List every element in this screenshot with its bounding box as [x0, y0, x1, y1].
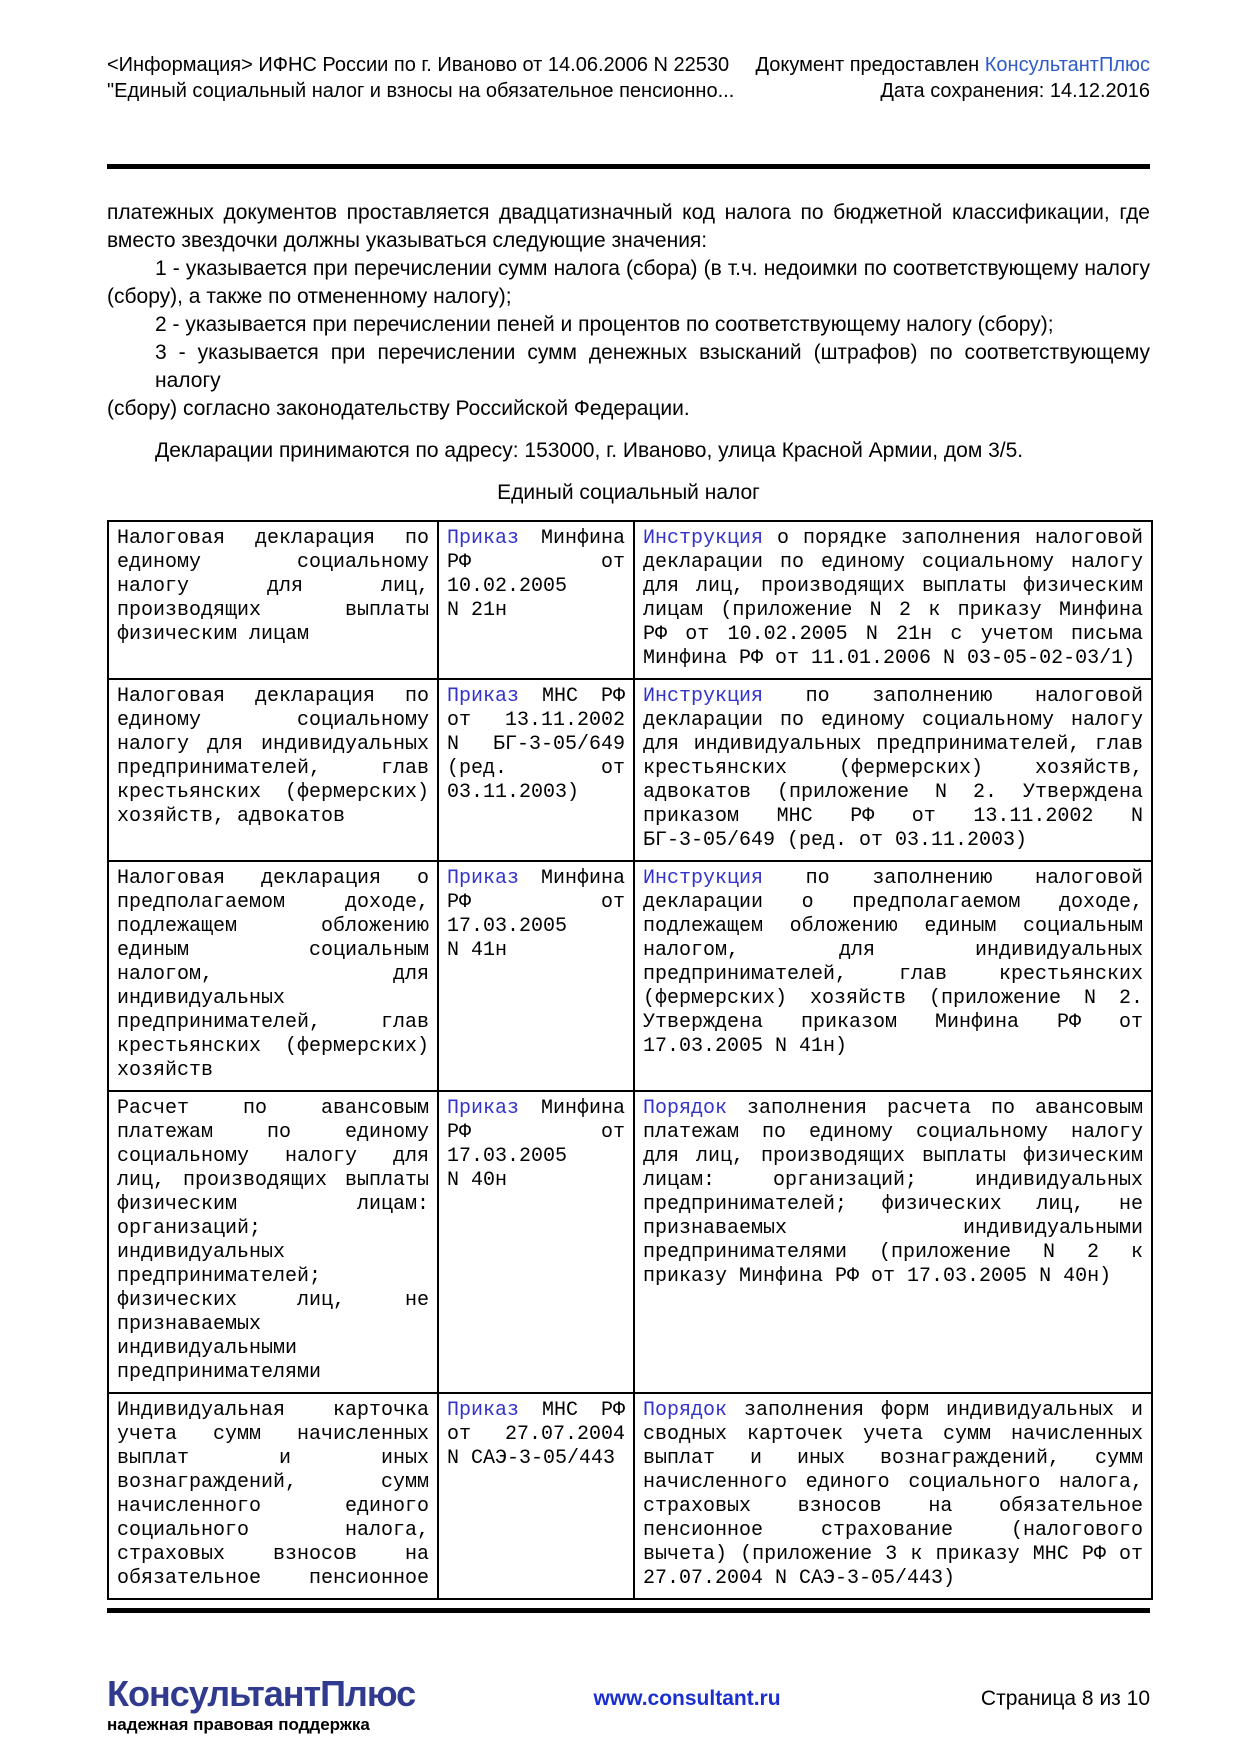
text-line: Декларации принимаются по адресу: 153000, г. Иваново, улица Красной Армии, дом 3/5. [155, 439, 1024, 462]
cell-line: платежам по единому социальному налогу [643, 1121, 1143, 1144]
prikaz-link[interactable]: Приказ [447, 1399, 520, 1422]
text-line: 1 - указывается при перечислении сумм налога (сбора) (в т.ч. недоимки по соответствующему налогу [155, 257, 1150, 280]
text-line: 3 - указывается при перечислении сумм денежных взысканий (штрафов) по соответствующему налогу [155, 341, 1150, 392]
paragraph [107, 339, 1150, 423]
brand-tagline: надежная правовая поддержка [107, 1715, 370, 1734]
cell-line: Приказ Минфина [447, 867, 625, 890]
instrukciya-link[interactable]: Инструкция [643, 527, 764, 550]
cell-line: N 41н [447, 939, 508, 962]
cell-line: лицам (приложение N 2 к приказу Минфина [643, 599, 1143, 622]
cell-line: физических лиц, не [117, 1289, 429, 1312]
cell-line: 17.03.2005 [447, 915, 568, 938]
cell-line: лицам: организаций; индивидуальных [643, 1169, 1143, 1192]
cell-line: производящих выплаты [117, 599, 429, 622]
cell-line: социальному налогу для [117, 1145, 429, 1168]
cell-line: Налоговая декларация по [117, 685, 429, 708]
table-cell-c3 [634, 861, 1152, 1091]
table-row [108, 679, 1152, 861]
cell-line: (фермерских) хозяйств (приложение N 2. [643, 987, 1143, 1010]
table-cell-c2 [438, 1393, 634, 1599]
cell-line: (ред. от [447, 757, 625, 780]
cell-line: предпринимателей, глав [117, 1011, 429, 1034]
cell-line: БГ-3-05/649 (ред. от 03.11.2003) [643, 829, 1028, 852]
consultantplus-logo: КонсультантПлюс [107, 1673, 416, 1714]
table-cell-c3 [634, 521, 1152, 679]
cell-line: Инструкция по заполнению налоговой [643, 685, 1143, 708]
cell-line: налогом, для индивидуальных [643, 939, 1143, 962]
consultantplus-header-link[interactable]: КонсультантПлюс [984, 54, 1150, 76]
cell-line: единому социальному [117, 709, 429, 732]
cell-line: для лиц, производящих выплаты физическим [643, 575, 1143, 598]
cell-line: Инструкция по заполнению налоговой [643, 867, 1143, 890]
cell-line: Порядок заполнения форм индивидуальных и [643, 1399, 1143, 1422]
cell-line: начисленного единого [117, 1495, 429, 1518]
consultantplus-brand [107, 1675, 527, 1735]
cell-line: налогу для индивидуальных [117, 733, 429, 756]
poryadok-link[interactable]: Порядок [643, 1399, 728, 1422]
table-row [108, 1393, 1152, 1599]
cell-line: предполагаемом доходе, [117, 891, 429, 914]
cell-line: Приказ Минфина [447, 527, 625, 550]
cell-line: N 21н [447, 599, 508, 622]
cell-line: от 27.07.2004 [447, 1423, 625, 1446]
cell-line: крестьянских (фермерских) [117, 781, 429, 804]
table-cell-c1 [108, 521, 438, 679]
doc-title-line2: "Единый социальный налог и взносы на обязательное пенсионно... [107, 80, 735, 102]
cell-line: предпринимателями [117, 1361, 322, 1384]
document-title [107, 52, 734, 104]
table-cell-c1 [108, 1091, 438, 1393]
cell-line: Порядок заполнения расчета по авансовым [643, 1097, 1143, 1120]
table-cell-c2 [438, 1091, 634, 1393]
text-line: (сбору), а также по отмененному налогу); [107, 285, 512, 308]
cell-line: Налоговая декларация по [117, 527, 429, 550]
cell-line: социального налога, [117, 1519, 429, 1542]
section-heading: Единый социальный налог [497, 481, 760, 504]
cell-line: обязательное пенсионное [117, 1567, 429, 1590]
consultant-url-link[interactable]: www.consultant.ru [593, 1687, 781, 1710]
cell-line: Утверждена приказом Минфина РФ от [643, 1011, 1143, 1034]
save-date-label: Дата сохранения: 14.12.2016 [880, 80, 1150, 102]
cell-line: лиц, производящих выплаты [117, 1169, 429, 1192]
cell-line: Индивидуальная карточка [117, 1399, 429, 1422]
cell-line: РФ от [447, 891, 625, 914]
text-line: платежных документов проставляется двадцатизначный код налога по бюджетной классификации, где [107, 201, 1150, 224]
cell-line: для лиц, производящих выплаты физическим [643, 1145, 1143, 1168]
paragraph [107, 311, 1150, 339]
table-cell-c2 [438, 521, 634, 679]
cell-line: подлежащем обложению [117, 915, 429, 938]
cell-line: декларации по единому социальному налогу [643, 551, 1143, 574]
cell-line: крестьянских (фермерских) [117, 1035, 429, 1058]
table-cell-c1 [108, 679, 438, 861]
cell-line: платежам по единому [117, 1121, 429, 1144]
cell-line: организаций; [117, 1217, 262, 1240]
cell-line: Налоговая декларация о [117, 867, 429, 890]
bottom-rule [107, 1608, 1150, 1613]
page-header [107, 0, 1150, 104]
table-cell-c3 [634, 679, 1152, 861]
table-cell-c1 [108, 1393, 438, 1599]
cell-line: налогу для лиц, [117, 575, 429, 598]
provided-by-line [755, 52, 1150, 78]
cell-line: хозяйств, адвокатов [117, 805, 346, 828]
text-line: (сбору) согласно законодательству Российской Федерации. [107, 397, 690, 420]
instrukciya-link[interactable]: Инструкция [643, 867, 764, 890]
provided-by-label: Документ предоставлен [755, 54, 985, 76]
cell-line: пенсионное страхование (налогового [643, 1519, 1143, 1542]
prikaz-link[interactable]: Приказ [447, 1097, 520, 1120]
cell-line: Приказ Минфина [447, 1097, 625, 1120]
cell-line: 17.03.2005 [447, 1145, 568, 1168]
cell-line: выплат и иных [117, 1447, 429, 1470]
document-body [107, 199, 1150, 465]
cell-line: подлежащем обложению единым социальным [643, 915, 1143, 938]
cell-line: выплат и иных вознаграждений, сумм [643, 1447, 1143, 1470]
cell-line: N 40н [447, 1169, 508, 1192]
cell-line: Приказ МНС РФ [447, 1399, 625, 1422]
cell-line: вознаграждений, сумм [117, 1471, 429, 1494]
page-number-label: Страница 8 из 10 [980, 1687, 1150, 1710]
cell-line: индивидуальными [117, 1337, 298, 1360]
cell-line: начисленного единого социального налога, [643, 1471, 1143, 1494]
cell-line: декларации о предполагаемом доходе, [643, 891, 1143, 914]
cell-line: физическим лицам: [117, 1193, 429, 1216]
table-cell-c2 [438, 861, 634, 1091]
cell-line: РФ от [447, 1121, 625, 1144]
cell-line: РФ от [447, 551, 625, 574]
cell-line: предпринимателей; [117, 1265, 322, 1288]
cell-line: РФ от 10.02.2005 N 21н с учетом письма [643, 623, 1143, 646]
cell-line: предпринимателями (приложение N 2 к [643, 1241, 1143, 1264]
cell-line: 10.02.2005 [447, 575, 568, 598]
cell-line: вычета) (приложение 3 к приказу МНС РФ от [643, 1543, 1143, 1566]
cell-line: от 13.11.2002 [447, 709, 625, 732]
table-cell-c2 [438, 679, 634, 861]
prikaz-link[interactable]: Приказ [447, 527, 520, 550]
cell-line: предпринимателей, глав крестьянских [643, 963, 1143, 986]
cell-line: 17.03.2005 N 41н) [643, 1035, 848, 1058]
table-row [108, 861, 1152, 1091]
cell-line: индивидуальных [117, 987, 286, 1010]
paragraph [107, 199, 1150, 255]
cell-line: приказу Минфина РФ от 17.03.2005 N 40н) [643, 1265, 1112, 1288]
cell-line: декларации по единому социальному налогу [643, 709, 1143, 732]
cell-line: приказом МНС РФ от 13.11.2002 N [643, 805, 1143, 828]
cell-line: сводных карточек учета сумм начисленных [643, 1423, 1143, 1446]
table-cell-c3 [634, 1091, 1152, 1393]
cell-line: индивидуальных [117, 1241, 286, 1264]
cell-line: Приказ МНС РФ [447, 685, 625, 708]
cell-line: для индивидуальных предпринимателей, глав [643, 733, 1143, 756]
cell-line: 27.07.2004 N САЭ-3-05/443) [643, 1567, 956, 1590]
documents-table [107, 520, 1153, 1600]
cell-line: налогом, для [117, 963, 429, 986]
cell-line: признаваемых индивидуальными [643, 1217, 1143, 1240]
text-line: 2 - указывается при перечислении пеней и процентов по соответствующему налогу (сбору); [155, 313, 1054, 336]
header-provided-block [755, 52, 1150, 104]
cell-line: адвокатов (приложение N 2. Утверждена [643, 781, 1143, 804]
prikaz-link[interactable]: Приказ [447, 685, 520, 708]
table-row [108, 521, 1152, 679]
paragraph [107, 437, 1150, 465]
cell-line: Минфина РФ от 11.01.2006 N 03-05-02-03/1) [643, 647, 1136, 670]
page-footer [107, 1675, 1150, 1735]
cell-line: N САЭ-3-05/443 [447, 1447, 616, 1470]
table-row [108, 1091, 1152, 1393]
cell-line: единым социальным [117, 939, 429, 962]
prikaz-link[interactable]: Приказ [447, 867, 520, 890]
instrukciya-link[interactable]: Инструкция [643, 685, 764, 708]
cell-line: единому социальному [117, 551, 429, 574]
cell-line: страховых взносов на [117, 1543, 429, 1566]
table-cell-c3 [634, 1393, 1152, 1599]
cell-line: учета сумм начисленных [117, 1423, 429, 1446]
cell-line: предпринимателей, глав [117, 757, 429, 780]
cell-line: N БГ-3-05/649 [447, 733, 625, 756]
top-rule [107, 164, 1150, 169]
paragraph [107, 255, 1150, 311]
cell-line: хозяйств [117, 1059, 214, 1082]
text-line: вместо звездочки должны указываться следующие значения: [107, 229, 708, 252]
cell-line: крестьянских (фермерских) хозяйств, [643, 757, 1143, 780]
cell-line: физическим лицам [117, 623, 310, 646]
cell-line: признаваемых [117, 1313, 262, 1336]
cell-line: страховых взносов на обязательное [643, 1495, 1143, 1518]
cell-line: Инструкция о порядке заполнения налоговой [643, 527, 1143, 550]
doc-title-line1: <Информация> ИФНС России по г. Иваново от 14.06.2006 N 22530 [107, 54, 730, 76]
cell-line: предпринимателей; физических лиц, не [643, 1193, 1143, 1216]
table-cell-c1 [108, 861, 438, 1091]
cell-line: Расчет по авансовым [117, 1097, 429, 1120]
cell-line: 03.11.2003) [447, 781, 580, 804]
poryadok-link[interactable]: Порядок [643, 1097, 728, 1120]
